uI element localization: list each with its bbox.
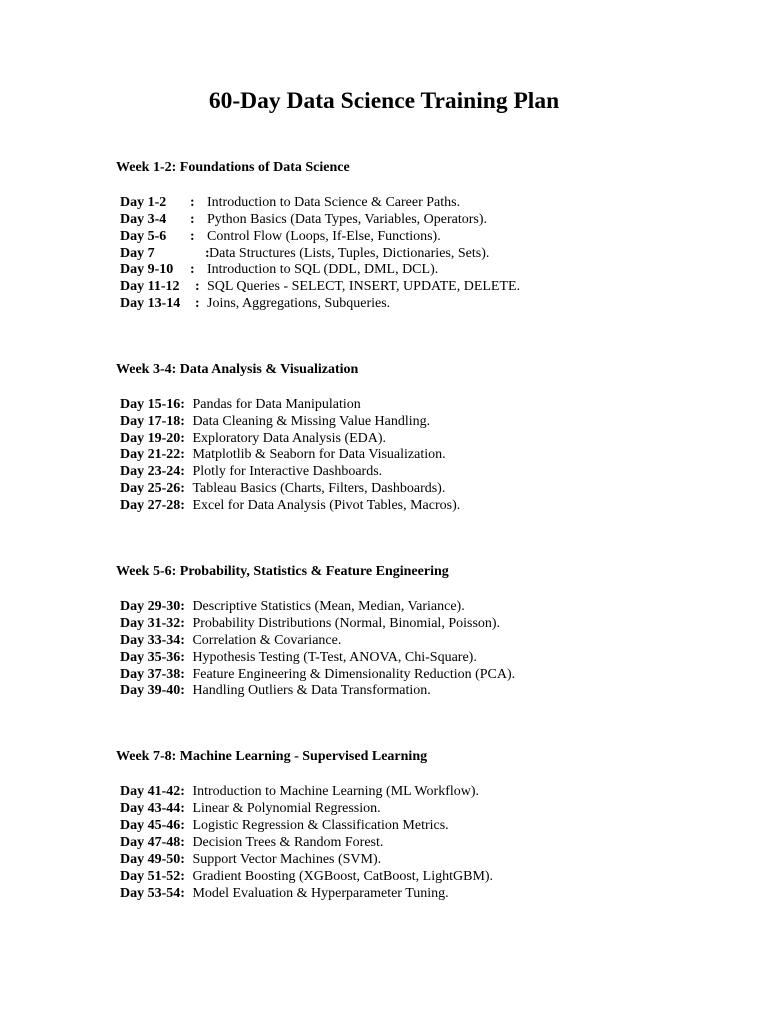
- day-label: Day 39-40:: [120, 683, 185, 698]
- day-separator: :: [190, 229, 195, 244]
- list-item: [120, 295, 391, 312]
- topic-text: Data Cleaning & Missing Value Handling.: [192, 414, 431, 429]
- day-label: Day 35-36:: [120, 650, 185, 665]
- day-label: Day 29-30:: [120, 599, 185, 614]
- day-label: Day 51-52:: [120, 869, 185, 884]
- list-item: [120, 396, 361, 413]
- topic-text: Logistic Regression & Classification Metrics.: [192, 818, 449, 833]
- topic-text: SQL Queries - SELECT, INSERT, UPDATE, DELETE.: [207, 279, 521, 294]
- day-label: Day 3-4: [120, 212, 167, 227]
- day-label: Day 7: [120, 246, 155, 261]
- day-label: Day 41-42:: [120, 784, 185, 799]
- section-heading-week-3-4: Week 3-4: Data Analysis & Visualization: [116, 362, 359, 377]
- topic-text: Excel for Data Analysis (Pivot Tables, Macros).: [192, 498, 461, 513]
- topic-text: Correlation & Covariance.: [192, 633, 342, 648]
- day-label: Day 11-12: [120, 279, 180, 294]
- list-item: [120, 682, 431, 699]
- topic-text: Introduction to SQL (DDL, DML, DCL).: [207, 262, 439, 277]
- day-label: Day 23-24:: [120, 464, 185, 479]
- list-item: [120, 430, 386, 447]
- topic-text: Plotly for Interactive Dashboards.: [192, 464, 383, 479]
- topic-text: Support Vector Machines (SVM).: [192, 852, 382, 867]
- day-separator: :: [190, 212, 195, 227]
- day-label: Day 27-28:: [120, 498, 185, 513]
- day-separator: :: [190, 262, 195, 277]
- list-item: [120, 463, 382, 480]
- list-item: [120, 598, 465, 615]
- list-item: [120, 649, 477, 666]
- topic-text: Data Structures (Lists, Tuples, Dictionaries, Sets).: [209, 246, 490, 261]
- topic-text: Exploratory Data Analysis (EDA).: [192, 431, 387, 446]
- topic-text: Control Flow (Loops, If-Else, Functions).: [207, 229, 441, 244]
- list-item: [120, 868, 493, 885]
- day-separator: :: [195, 296, 200, 311]
- day-label: Day 21-22:: [120, 447, 185, 462]
- day-separator: :: [195, 279, 200, 294]
- topic-text: Gradient Boosting (XGBoost, CatBoost, LightGBM).: [192, 869, 494, 884]
- day-label: Day 43-44:: [120, 801, 185, 816]
- topic-text: Matplotlib & Seaborn for Data Visualization.: [192, 447, 446, 462]
- section-heading-week-1-2: Week 1-2: Foundations of Data Science: [116, 160, 350, 175]
- topic-text: Introduction to Machine Learning (ML Workflow).: [192, 784, 480, 799]
- topic-text: Joins, Aggregations, Subqueries.: [207, 296, 391, 311]
- list-item: [120, 851, 381, 868]
- list-item: [120, 211, 487, 228]
- list-item: [120, 480, 445, 497]
- topic-text: Feature Engineering & Dimensionality Reduction (PCA).: [192, 667, 516, 682]
- list-item: [120, 817, 449, 834]
- day-separator: :: [190, 195, 195, 210]
- page-title: 60-Day Data Science Training Plan: [208, 88, 560, 114]
- list-item: [120, 413, 430, 430]
- day-label: Day 17-18:: [120, 414, 185, 429]
- list-item: [120, 632, 341, 649]
- list-item: [120, 497, 460, 514]
- topic-text: Tableau Basics (Charts, Filters, Dashboards).: [192, 481, 446, 496]
- list-item: [120, 615, 500, 632]
- list-item: [120, 228, 441, 245]
- topic-text: Model Evaluation & Hyperparameter Tuning.: [192, 886, 449, 901]
- topic-text: Handling Outliers & Data Transformation.: [192, 683, 431, 698]
- list-item: [120, 194, 461, 211]
- day-label: Day 9-10: [120, 262, 174, 277]
- list-item: [120, 446, 446, 463]
- day-label: Day 53-54:: [120, 886, 185, 901]
- list-item: [120, 278, 521, 295]
- list-item: [120, 885, 449, 902]
- topic-text: Python Basics (Data Types, Variables, Operators).: [207, 212, 487, 227]
- day-separator: :: [205, 246, 210, 261]
- list-item: [120, 800, 381, 817]
- day-label: Day 47-48:: [120, 835, 185, 850]
- list-item: [120, 261, 439, 278]
- list-item: [120, 245, 490, 262]
- section-heading-week-5-6: Week 5-6: Probability, Statistics & Feature Engineering: [116, 564, 449, 579]
- list-item: [120, 834, 383, 851]
- day-label: Day 37-38:: [120, 667, 185, 682]
- day-label: Day 31-32:: [120, 616, 185, 631]
- day-label: Day 1-2: [120, 195, 167, 210]
- topic-text: Descriptive Statistics (Mean, Median, Variance).: [192, 599, 465, 614]
- topic-text: Hypothesis Testing (T-Test, ANOVA, Chi-Square).: [192, 650, 477, 665]
- day-label: Day 15-16:: [120, 397, 185, 412]
- day-label: Day 33-34:: [120, 633, 185, 648]
- topic-text: Probability Distributions (Normal, Binomial, Poisson).: [192, 616, 501, 631]
- topic-text: Pandas for Data Manipulation: [192, 397, 361, 412]
- topic-text: Introduction to Data Science & Career Paths.: [207, 195, 461, 210]
- topic-text: Decision Trees & Random Forest.: [192, 835, 384, 850]
- day-label: Day 49-50:: [120, 852, 185, 867]
- day-label: Day 19-20:: [120, 431, 185, 446]
- list-item: [120, 666, 515, 683]
- day-label: Day 13-14: [120, 296, 181, 311]
- section-heading-week-7-8: Week 7-8: Machine Learning - Supervised Learning: [116, 749, 428, 764]
- list-item: [120, 783, 479, 800]
- topic-text: Linear & Polynomial Regression.: [192, 801, 381, 816]
- day-label: Day 45-46:: [120, 818, 185, 833]
- day-label: Day 5-6: [120, 229, 167, 244]
- day-label: Day 25-26:: [120, 481, 185, 496]
